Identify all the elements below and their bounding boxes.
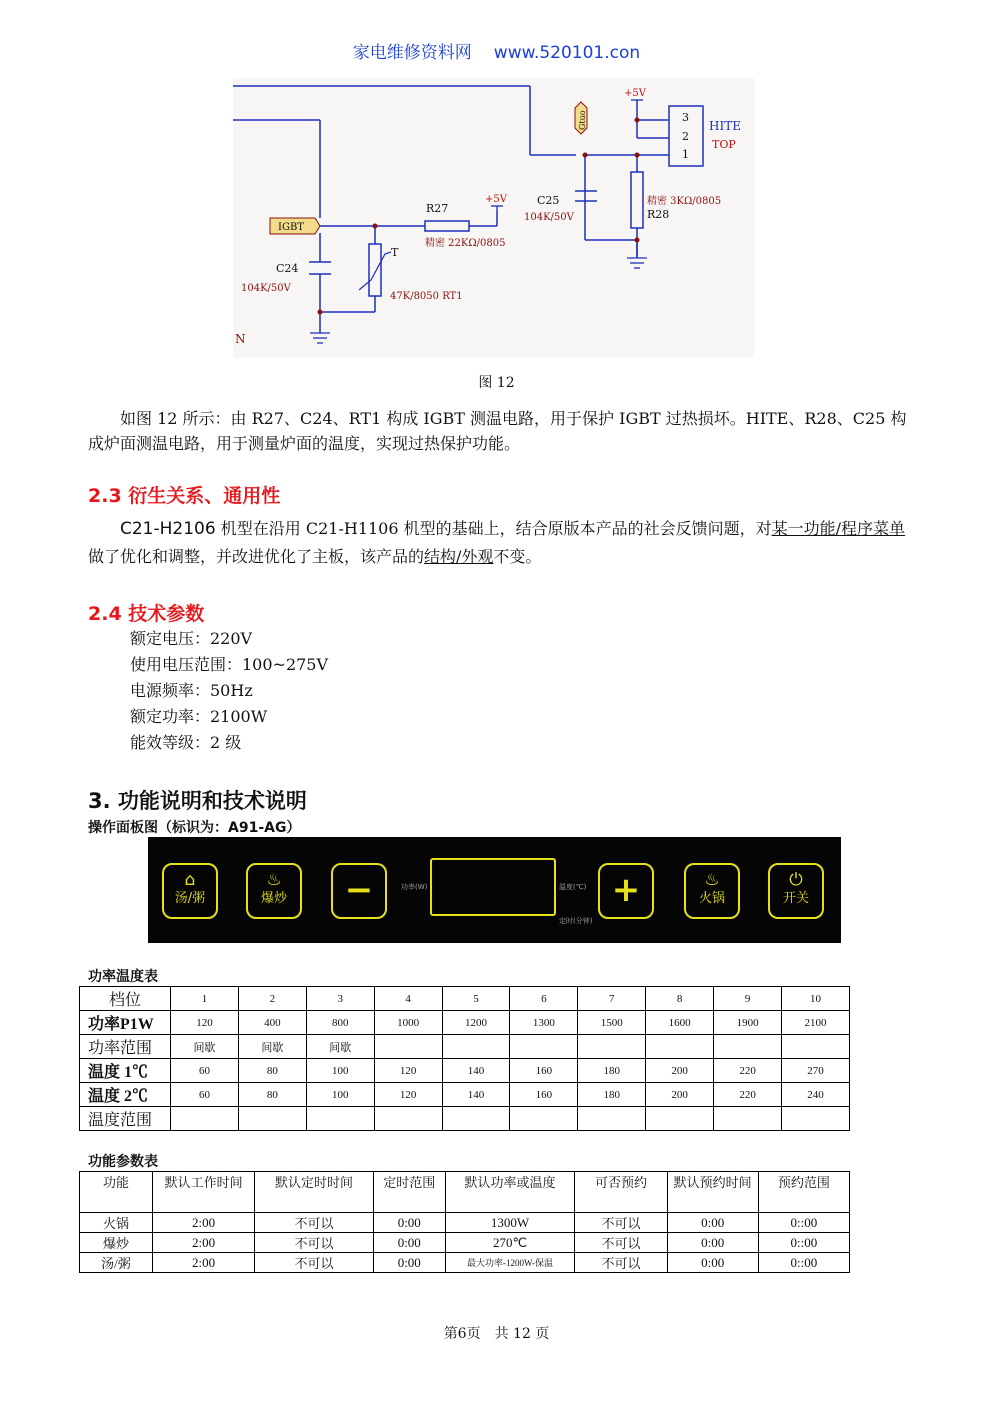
table-cell: 0::00 bbox=[758, 1253, 849, 1273]
power-table-title: 功率温度表 bbox=[88, 969, 158, 985]
table-cell bbox=[442, 1035, 510, 1059]
table-cell: 汤/粥 bbox=[80, 1253, 153, 1273]
display-label-power: 功率(W) bbox=[401, 883, 428, 891]
hotpot-icon: ♨ bbox=[704, 870, 720, 890]
table-cell: 100 bbox=[306, 1059, 374, 1083]
led-display bbox=[430, 858, 556, 916]
panel-caption: 操作面板图（标识为：A91-AG） bbox=[88, 820, 301, 836]
table-row bbox=[80, 987, 850, 1011]
table-cell bbox=[714, 1035, 782, 1059]
table-cell bbox=[510, 1107, 578, 1131]
site-url: www.520101.con bbox=[493, 43, 641, 63]
table-cell: 0::00 bbox=[758, 1213, 849, 1233]
spec-item: 额定电压：220V bbox=[130, 629, 253, 648]
column-header: 默认定时时间 bbox=[255, 1172, 374, 1213]
table-cell: 1300 bbox=[510, 1011, 578, 1035]
table-cell: 120 bbox=[374, 1083, 442, 1107]
label-t: T bbox=[391, 246, 399, 259]
text-part-c: 不变。 bbox=[493, 547, 542, 566]
table-cell: 0:00 bbox=[373, 1233, 445, 1253]
table-cell bbox=[306, 1107, 374, 1131]
label-c25-val: 104K/50V bbox=[524, 212, 574, 223]
table-cell: 180 bbox=[578, 1059, 646, 1083]
underlined-structure: 结构/外观 bbox=[424, 547, 494, 566]
table-cell: 2:00 bbox=[152, 1233, 254, 1253]
table-cell: 1300W bbox=[445, 1213, 575, 1233]
control-panel bbox=[148, 837, 841, 943]
table-cell: 9 bbox=[714, 987, 782, 1011]
label-c24-val: 104K/50V bbox=[241, 283, 291, 294]
table-cell: 不可以 bbox=[255, 1213, 374, 1233]
table-cell: 6 bbox=[510, 987, 578, 1011]
table-cell: 3 bbox=[306, 987, 374, 1011]
table-cell bbox=[782, 1107, 850, 1131]
minus-button bbox=[331, 863, 387, 919]
table-cell: 220 bbox=[714, 1083, 782, 1107]
label-top: TOP bbox=[712, 138, 736, 151]
label-r27-val: 精密 22KΩ/0805 bbox=[425, 238, 506, 249]
table-row bbox=[80, 1059, 850, 1083]
table-cell: 160 bbox=[510, 1083, 578, 1107]
underlined-function-menu: 某一功能/程序菜单 bbox=[771, 519, 906, 538]
label-r27: R27 bbox=[426, 202, 449, 215]
column-header: 定时范围 bbox=[373, 1172, 445, 1213]
table-cell bbox=[714, 1107, 782, 1131]
table-cell: 1200 bbox=[442, 1011, 510, 1035]
soup-porridge-button bbox=[162, 863, 218, 919]
table-cell: 爆炒 bbox=[80, 1233, 153, 1253]
label-pin2: 2 bbox=[682, 130, 689, 143]
section-2-4-title: 2.4 技术参数 bbox=[88, 603, 205, 625]
page-footer: 第6页 共 12 页 bbox=[443, 1326, 550, 1342]
table-cell: 270℃ bbox=[445, 1233, 575, 1253]
table-cell: 1 bbox=[171, 987, 239, 1011]
table-cell bbox=[578, 1107, 646, 1131]
table-cell: 120 bbox=[171, 1011, 239, 1035]
section-3-title: 3. 功能说明和技术说明 bbox=[88, 789, 307, 813]
label-c25: C25 bbox=[537, 194, 560, 207]
label-n: N bbox=[235, 332, 246, 346]
table-cell: 1600 bbox=[646, 1011, 714, 1035]
table-cell bbox=[374, 1107, 442, 1131]
paragraph-circuit-description: 如图 12 所示：由 R27、C24、RT1 构成 IGBT 测温电路，用于保护 IGBT 过热损坏。HITE、R28、C25 构成炉面测温电路，用于测量炉面的温度，实现过热保护功能。 bbox=[88, 409, 907, 453]
table-cell: 200 bbox=[646, 1059, 714, 1083]
label-pin3: 3 bbox=[682, 111, 689, 124]
table-cell: 0::00 bbox=[758, 1233, 849, 1253]
table-header-row bbox=[80, 1172, 850, 1213]
table-cell: 140 bbox=[442, 1083, 510, 1107]
table-cell: 0:00 bbox=[373, 1213, 445, 1233]
table-cell: 100 bbox=[306, 1083, 374, 1107]
spec-item: 电源频率：50Hz bbox=[130, 681, 253, 700]
label-hite: HITE bbox=[709, 119, 741, 133]
table-cell: 5 bbox=[442, 987, 510, 1011]
table-cell bbox=[238, 1107, 306, 1131]
table-cell: 间歇 bbox=[306, 1035, 374, 1059]
table-cell: 8 bbox=[646, 987, 714, 1011]
label-r28: R28 bbox=[647, 208, 670, 221]
table-cell: 1500 bbox=[578, 1011, 646, 1035]
figure-caption: 图 12 bbox=[478, 375, 515, 391]
table-cell bbox=[646, 1035, 714, 1059]
table-cell: 220 bbox=[714, 1059, 782, 1083]
circuit-schematic bbox=[233, 78, 754, 358]
table-row bbox=[80, 1107, 850, 1131]
row-header: 温度范围 bbox=[80, 1107, 171, 1131]
section-2-3-title: 2.3 衍生关系、通用性 bbox=[88, 485, 281, 507]
table-row bbox=[80, 1011, 850, 1035]
table-cell: 1000 bbox=[374, 1011, 442, 1035]
power-icon: ⏻ bbox=[789, 870, 803, 890]
table-cell: 80 bbox=[238, 1059, 306, 1083]
display-label-timer: 定时(分钟) bbox=[559, 917, 593, 925]
power-button bbox=[768, 863, 824, 919]
table-cell: 2:00 bbox=[152, 1253, 254, 1273]
table-cell: 180 bbox=[578, 1083, 646, 1107]
button-label: 汤/粥 bbox=[174, 891, 206, 906]
section-2-3-text bbox=[88, 515, 908, 571]
table-cell: 间歇 bbox=[238, 1035, 306, 1059]
row-header: 档位 bbox=[80, 987, 171, 1011]
table-cell bbox=[442, 1107, 510, 1131]
row-header: 温度 1℃ bbox=[80, 1059, 171, 1083]
table-cell: 80 bbox=[238, 1083, 306, 1107]
table-row bbox=[80, 1035, 850, 1059]
table-cell: 1900 bbox=[714, 1011, 782, 1035]
table-cell: 800 bbox=[306, 1011, 374, 1035]
table-cell: 火锅 bbox=[80, 1213, 153, 1233]
table-cell bbox=[578, 1035, 646, 1059]
column-header: 预约范围 bbox=[758, 1172, 849, 1213]
column-header: 默认功率或温度 bbox=[445, 1172, 575, 1213]
label-r28-val: 精密 3KΩ/0805 bbox=[647, 196, 722, 207]
label-igbt: IGBT bbox=[278, 222, 304, 233]
spec-item: 能效等级：2 级 bbox=[130, 733, 242, 752]
table-cell: 2100 bbox=[782, 1011, 850, 1035]
site-name: 家电维修资料网 bbox=[352, 43, 472, 63]
table-cell: 0:00 bbox=[373, 1253, 445, 1273]
button-label: 爆炒 bbox=[260, 891, 287, 906]
table-cell: 0:00 bbox=[667, 1213, 758, 1233]
label-c24: C24 bbox=[276, 262, 299, 275]
table-cell: 60 bbox=[171, 1059, 239, 1083]
table-cell: 10 bbox=[782, 987, 850, 1011]
spec-list bbox=[130, 626, 328, 756]
func-table-title: 功能参数表 bbox=[88, 1154, 158, 1170]
table-cell: 4 bbox=[374, 987, 442, 1011]
label-pin1: 1 bbox=[682, 148, 689, 161]
table-cell: 不可以 bbox=[575, 1233, 667, 1253]
table-cell: 间歇 bbox=[171, 1035, 239, 1059]
table-cell: 不可以 bbox=[255, 1233, 374, 1253]
page-header bbox=[0, 38, 993, 63]
label-plus5v-a: +5V bbox=[624, 88, 646, 99]
table-cell bbox=[782, 1035, 850, 1059]
table-cell: 7 bbox=[578, 987, 646, 1011]
table-cell: 0:00 bbox=[667, 1233, 758, 1253]
table-row bbox=[80, 1253, 850, 1273]
button-label: 开关 bbox=[782, 891, 809, 906]
table-cell: 240 bbox=[782, 1083, 850, 1107]
text-part-b: 做了优化和调整，并改进优化了主板，该产品的 bbox=[88, 547, 425, 566]
column-header: 默认预约时间 bbox=[667, 1172, 758, 1213]
table-cell: 270 bbox=[782, 1059, 850, 1083]
wok-icon: ♨ bbox=[266, 870, 282, 890]
plus-icon: + bbox=[611, 870, 641, 910]
minus-icon: − bbox=[344, 870, 374, 910]
label-gtuo: Gtuo bbox=[578, 110, 587, 130]
table-cell: 0:00 bbox=[667, 1253, 758, 1273]
function-parameter-table bbox=[79, 1171, 850, 1273]
table-row bbox=[80, 1213, 850, 1233]
row-header: 功率范围 bbox=[80, 1035, 171, 1059]
column-header: 默认工作时间 bbox=[152, 1172, 254, 1213]
table-cell: 400 bbox=[238, 1011, 306, 1035]
table-cell: 2 bbox=[238, 987, 306, 1011]
table-cell: 120 bbox=[374, 1059, 442, 1083]
plus-button bbox=[598, 863, 654, 919]
button-label: 火锅 bbox=[698, 891, 725, 906]
column-header: 可否预约 bbox=[575, 1172, 667, 1213]
table-cell: 140 bbox=[442, 1059, 510, 1083]
text-part-a: 机型在沿用 C21-H1106 机型的基础上，结合原版本产品的社会反馈问题，对 bbox=[215, 519, 772, 538]
model-name: C21-H2106 bbox=[120, 519, 216, 539]
row-header: 温度 2℃ bbox=[80, 1083, 171, 1107]
table-cell bbox=[171, 1107, 239, 1131]
table-cell: 2:00 bbox=[152, 1213, 254, 1233]
label-rt1-val: 47K/8050 RT1 bbox=[390, 291, 463, 302]
table-cell: 最大功率-1200W-保温 bbox=[445, 1253, 575, 1273]
table-cell: 60 bbox=[171, 1083, 239, 1107]
table-cell: 不可以 bbox=[575, 1253, 667, 1273]
table-cell: 不可以 bbox=[255, 1253, 374, 1273]
table-cell bbox=[374, 1035, 442, 1059]
table-cell: 160 bbox=[510, 1059, 578, 1083]
stir-fry-button bbox=[246, 863, 302, 919]
table-cell: 不可以 bbox=[575, 1213, 667, 1233]
table-cell: 200 bbox=[646, 1083, 714, 1107]
spec-item: 额定功率：2100W bbox=[130, 707, 268, 726]
table-row bbox=[80, 1083, 850, 1107]
column-header: 功能 bbox=[80, 1172, 153, 1213]
row-header: 功率P1W bbox=[80, 1011, 171, 1035]
table-cell bbox=[646, 1107, 714, 1131]
display-label-temp: 温度(℃) bbox=[559, 883, 587, 891]
label-plus5v-b: +5V bbox=[485, 194, 507, 205]
power-temperature-table bbox=[79, 986, 850, 1131]
table-cell bbox=[510, 1035, 578, 1059]
table-row bbox=[80, 1233, 850, 1253]
hotpot-button bbox=[684, 863, 740, 919]
spec-item: 使用电压范围：100~275V bbox=[130, 655, 329, 674]
pot-icon: ⌂ bbox=[184, 870, 196, 890]
